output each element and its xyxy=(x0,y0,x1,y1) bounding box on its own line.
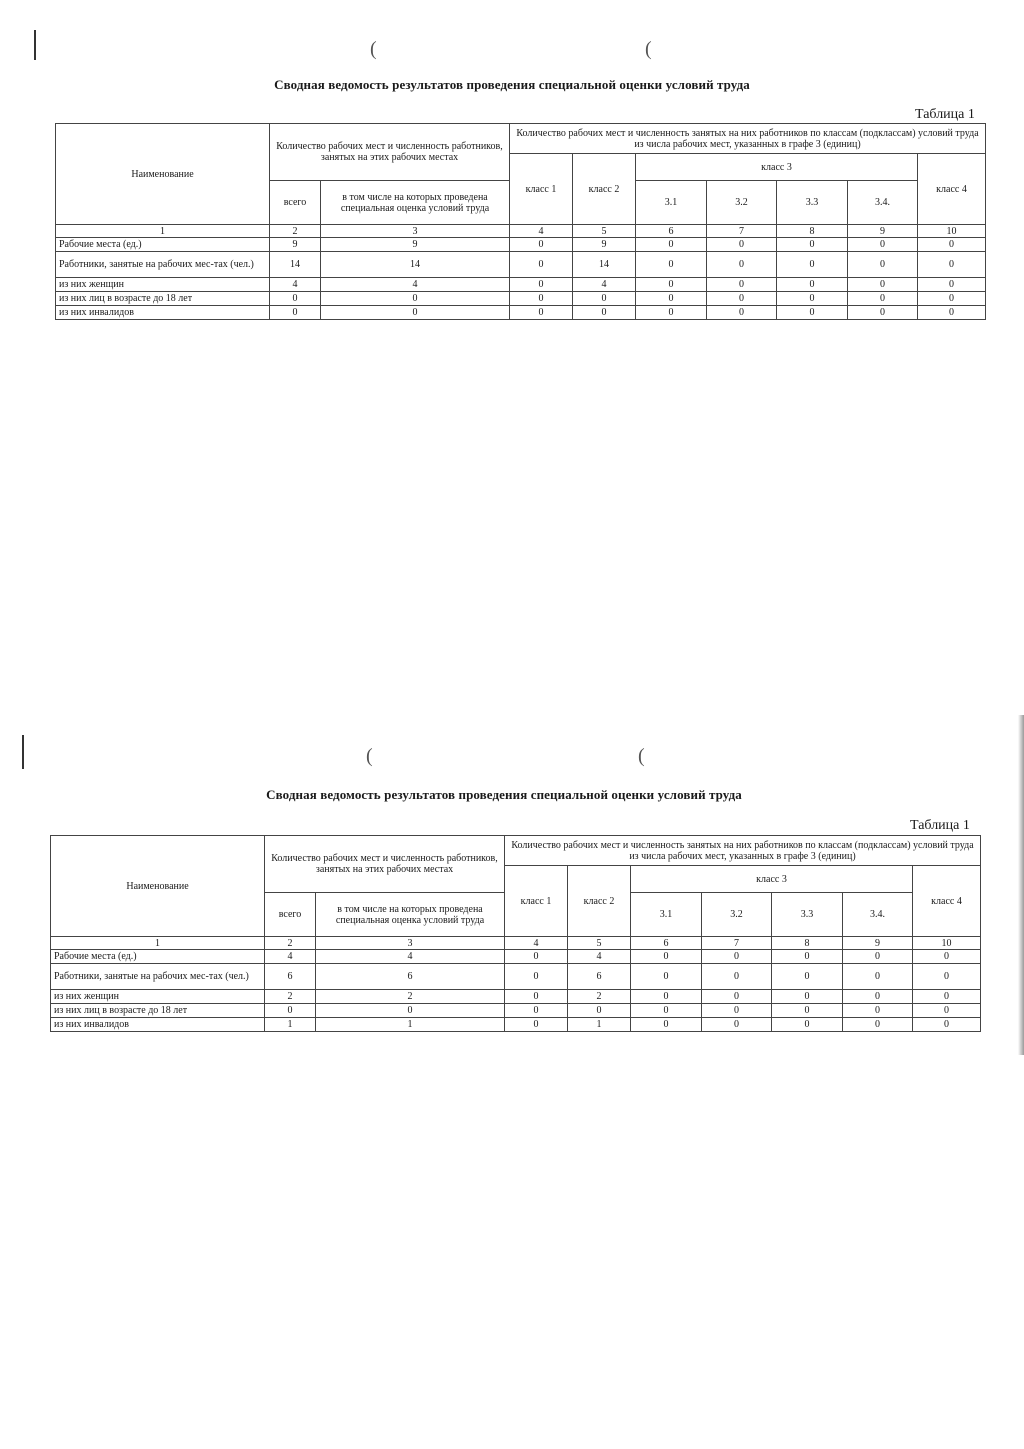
cell: 0 xyxy=(505,1004,568,1018)
row-name: из них лиц в возрасте до 18 лет xyxy=(56,292,270,306)
cell: 0 xyxy=(510,292,573,306)
cell: 0 xyxy=(843,1004,913,1018)
header-class-1: класс 1 xyxy=(505,866,568,937)
cell: 0 xyxy=(636,252,707,278)
cell: 1 xyxy=(316,1018,505,1032)
table-row xyxy=(51,950,981,964)
header-group-b: Количество рабочих мест и численность занятых на них работников по классам (подклассам) условий труда из числа рабочих мест, указанных в графе 3 (единиц) xyxy=(510,124,986,154)
cell: 0 xyxy=(510,278,573,292)
cell: 0 xyxy=(777,238,848,252)
cell: 0 xyxy=(316,1004,505,1018)
column-number: 3 xyxy=(321,225,510,238)
cell: 0 xyxy=(568,1004,631,1018)
table-row xyxy=(56,238,986,252)
cell: 0 xyxy=(707,292,777,306)
row-name: Рабочие места (ед.) xyxy=(51,950,265,964)
cell: 0 xyxy=(631,990,702,1004)
cell: 6 xyxy=(265,964,316,990)
cell: 0 xyxy=(918,306,986,320)
cell: 0 xyxy=(777,306,848,320)
column-number: 6 xyxy=(636,225,707,238)
cell: 0 xyxy=(913,1004,981,1018)
cell: 0 xyxy=(772,964,843,990)
cell: 0 xyxy=(843,950,913,964)
header-name: Наименование xyxy=(56,124,270,225)
summary-table xyxy=(50,835,981,1032)
cell: 4 xyxy=(265,950,316,964)
header-sub-3-3: 3.3 xyxy=(777,181,848,225)
cell: 0 xyxy=(772,950,843,964)
cell: 0 xyxy=(510,306,573,320)
header-sub-3-1: 3.1 xyxy=(636,181,707,225)
cell: 0 xyxy=(702,950,772,964)
header-class-2: класс 2 xyxy=(568,866,631,937)
table-row xyxy=(56,292,986,306)
header-assessed: в том числе на которых проведена специальная оценка условий труда xyxy=(316,893,505,937)
cell: 0 xyxy=(631,950,702,964)
cell: 0 xyxy=(702,1004,772,1018)
cell: 2 xyxy=(265,990,316,1004)
header-group-b: Количество рабочих мест и численность занятых на них работников по классам (подклассам) условий труда из числа рабочих мест, указанных в графе 3 (единиц) xyxy=(505,836,981,866)
header-class-3: класс 3 xyxy=(636,154,918,181)
cell: 0 xyxy=(772,990,843,1004)
cell: 0 xyxy=(913,1018,981,1032)
row-name: из них инвалидов xyxy=(51,1018,265,1032)
cell: 0 xyxy=(636,278,707,292)
cell: 0 xyxy=(772,1004,843,1018)
column-numbers-row xyxy=(56,225,986,238)
row-name: Работники, занятые на рабочих мес-тах (чел.) xyxy=(56,252,270,278)
document-title: Сводная ведомость результатов проведения специальной оценки условий труда xyxy=(274,77,750,92)
cell: 2 xyxy=(316,990,505,1004)
header-assessed: в том числе на которых проведена специальная оценка условий труда xyxy=(321,181,510,225)
cell: 0 xyxy=(636,238,707,252)
cell: 0 xyxy=(848,252,918,278)
cell: 0 xyxy=(848,278,918,292)
cell: 1 xyxy=(265,1018,316,1032)
column-number: 7 xyxy=(707,225,777,238)
cell: 9 xyxy=(270,238,321,252)
scan-mark xyxy=(22,735,24,769)
cell: 0 xyxy=(505,990,568,1004)
column-number: 8 xyxy=(777,225,848,238)
column-number: 9 xyxy=(843,937,913,950)
header-class-2: класс 2 xyxy=(573,154,636,225)
cell: 0 xyxy=(573,292,636,306)
header-class-4: класс 4 xyxy=(913,866,981,937)
row-name: Работники, занятые на рабочих мес-тах (чел.) xyxy=(51,964,265,990)
cell: 0 xyxy=(918,238,986,252)
column-number: 4 xyxy=(505,937,568,950)
cell: 0 xyxy=(777,278,848,292)
cell: 0 xyxy=(636,292,707,306)
cell: 0 xyxy=(505,964,568,990)
cell: 6 xyxy=(568,964,631,990)
column-number: 6 xyxy=(631,937,702,950)
cell: 0 xyxy=(510,252,573,278)
cell: 4 xyxy=(316,950,505,964)
cell: 14 xyxy=(573,252,636,278)
column-number: 7 xyxy=(702,937,772,950)
column-number: 3 xyxy=(316,937,505,950)
cell: 0 xyxy=(913,964,981,990)
header-total: всего xyxy=(265,893,316,937)
cell: 0 xyxy=(843,990,913,1004)
cell: 0 xyxy=(913,990,981,1004)
column-number: 1 xyxy=(56,225,270,238)
column-numbers-row xyxy=(51,937,981,950)
cell: 0 xyxy=(573,306,636,320)
table-row xyxy=(56,252,986,278)
cell: 0 xyxy=(707,278,777,292)
cell: 0 xyxy=(777,292,848,306)
cell: 4 xyxy=(568,950,631,964)
cell: 9 xyxy=(573,238,636,252)
row-name: из них женщин xyxy=(56,278,270,292)
column-number: 10 xyxy=(918,225,986,238)
table-row xyxy=(51,1018,981,1032)
cell: 0 xyxy=(918,278,986,292)
header-class-4: класс 4 xyxy=(918,154,986,225)
cell: 14 xyxy=(321,252,510,278)
column-number: 2 xyxy=(270,225,321,238)
scan-mark xyxy=(34,30,36,60)
table-row xyxy=(51,990,981,1004)
cell: 0 xyxy=(636,306,707,320)
table-row xyxy=(56,306,986,320)
row-name: Рабочие места (ед.) xyxy=(56,238,270,252)
cell: 0 xyxy=(707,252,777,278)
cell: 0 xyxy=(265,1004,316,1018)
cell: 0 xyxy=(707,306,777,320)
header-group-a: Количество рабочих мест и численность работников, занятых на этих рабочих местах xyxy=(265,836,505,893)
cell: 0 xyxy=(843,964,913,990)
cell: 0 xyxy=(702,964,772,990)
column-number: 10 xyxy=(913,937,981,950)
cell: 14 xyxy=(270,252,321,278)
row-name: из них женщин xyxy=(51,990,265,1004)
summary-table xyxy=(55,123,986,320)
row-name: из них инвалидов xyxy=(56,306,270,320)
header-class-1: класс 1 xyxy=(510,154,573,225)
table-row xyxy=(51,964,981,990)
scan-mark: ( xyxy=(645,38,652,60)
column-number: 4 xyxy=(510,225,573,238)
cell: 0 xyxy=(777,252,848,278)
cell: 0 xyxy=(270,292,321,306)
cell: 0 xyxy=(843,1018,913,1032)
header-sub-3-4: 3.4. xyxy=(848,181,918,225)
header-class-3: класс 3 xyxy=(631,866,913,893)
cell: 0 xyxy=(772,1018,843,1032)
header-sub-3-4: 3.4. xyxy=(843,893,913,937)
cell: 0 xyxy=(505,950,568,964)
header-group-a: Количество рабочих мест и численность работников, занятых на этих рабочих местах xyxy=(270,124,510,181)
table-row xyxy=(51,1004,981,1018)
header-sub-3-1: 3.1 xyxy=(631,893,702,937)
cell: 0 xyxy=(505,1018,568,1032)
table-label: Таблица 1 xyxy=(915,107,975,122)
row-name: из них лиц в возрасте до 18 лет xyxy=(51,1004,265,1018)
cell: 0 xyxy=(918,292,986,306)
cell: 2 xyxy=(568,990,631,1004)
column-number: 9 xyxy=(848,225,918,238)
document-title: Сводная ведомость результатов проведения специальной оценки условий труда xyxy=(266,787,742,802)
cell: 0 xyxy=(848,238,918,252)
cell: 0 xyxy=(848,306,918,320)
cell: 0 xyxy=(270,306,321,320)
cell: 0 xyxy=(631,1004,702,1018)
cell: 0 xyxy=(707,238,777,252)
cell: 4 xyxy=(270,278,321,292)
column-number: 1 xyxy=(51,937,265,950)
column-number: 5 xyxy=(573,225,636,238)
column-number: 2 xyxy=(265,937,316,950)
cell: 0 xyxy=(321,292,510,306)
cell: 4 xyxy=(573,278,636,292)
cell: 0 xyxy=(510,238,573,252)
cell: 0 xyxy=(321,306,510,320)
table-label: Таблица 1 xyxy=(910,818,970,833)
cell: 0 xyxy=(631,964,702,990)
scan-mark: ( xyxy=(370,38,377,60)
table-row xyxy=(56,278,986,292)
cell: 0 xyxy=(702,1018,772,1032)
cell: 4 xyxy=(321,278,510,292)
cell: 0 xyxy=(702,990,772,1004)
cell: 0 xyxy=(631,1018,702,1032)
cell: 0 xyxy=(848,292,918,306)
scan-edge xyxy=(1018,715,1024,1055)
cell: 0 xyxy=(918,252,986,278)
cell: 6 xyxy=(316,964,505,990)
cell: 0 xyxy=(913,950,981,964)
header-sub-3-2: 3.2 xyxy=(702,893,772,937)
cell: 1 xyxy=(568,1018,631,1032)
scan-mark: ( xyxy=(638,745,645,767)
column-number: 5 xyxy=(568,937,631,950)
cell: 9 xyxy=(321,238,510,252)
header-name: Наименование xyxy=(51,836,265,937)
header-sub-3-2: 3.2 xyxy=(707,181,777,225)
header-total: всего xyxy=(270,181,321,225)
header-sub-3-3: 3.3 xyxy=(772,893,843,937)
column-number: 8 xyxy=(772,937,843,950)
scan-mark: ( xyxy=(366,745,373,767)
